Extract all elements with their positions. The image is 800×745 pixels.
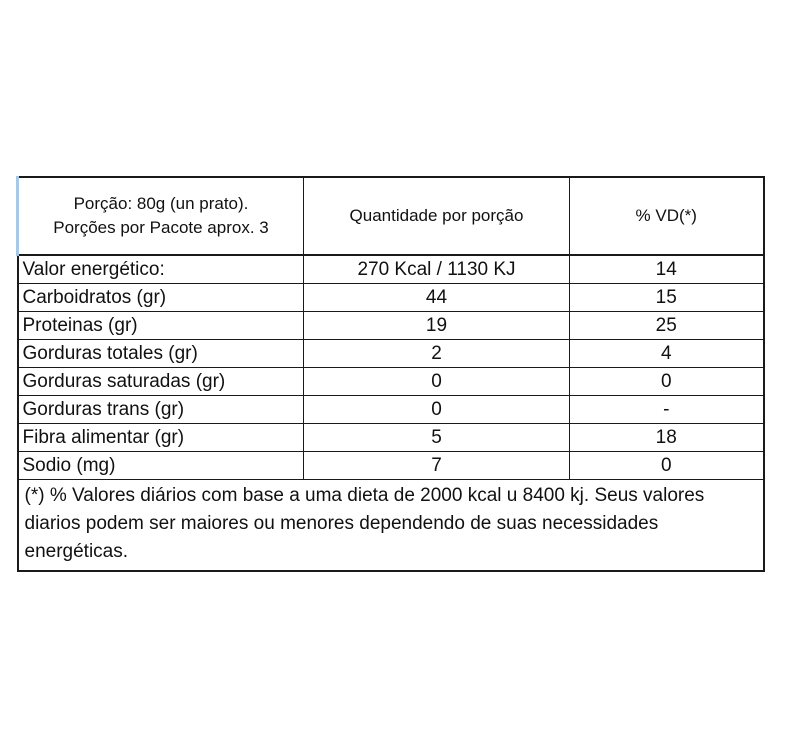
nutrient-daily-value: 4 xyxy=(570,340,764,368)
table-row xyxy=(18,340,764,368)
nutrient-name: Fibra alimentar (gr) xyxy=(18,424,304,452)
nutrient-name: Carboidratos (gr) xyxy=(18,284,304,312)
portion-info-cell xyxy=(18,177,304,255)
nutrient-amount: 44 xyxy=(304,284,570,312)
footnote-row xyxy=(18,480,764,572)
daily-value-footnote: (*) % Valores diários com base a uma dieta de 2000 kcal u 8400 kj. Seus valores diarios podem ser maiores ou menores dependendo de suas necessidades energéticas. xyxy=(18,480,764,572)
nutrient-name: Sodio (mg) xyxy=(18,452,304,480)
nutrient-amount: 0 xyxy=(304,368,570,396)
nutrient-daily-value: 25 xyxy=(570,312,764,340)
nutrient-name: Proteinas (gr) xyxy=(18,312,304,340)
nutrient-daily-value: - xyxy=(570,396,764,424)
table-row xyxy=(18,452,764,480)
nutrient-name: Gorduras totales (gr) xyxy=(18,340,304,368)
nutrient-daily-value: 14 xyxy=(570,255,764,284)
daily-value-header: % VD(*) xyxy=(570,177,764,255)
table-row xyxy=(18,396,764,424)
table-row xyxy=(18,424,764,452)
nutrient-amount: 0 xyxy=(304,396,570,424)
quantity-header: Quantidade por porção xyxy=(304,177,570,255)
portion-size-text: Porção: 80g (un prato). xyxy=(73,194,249,213)
nutrient-amount: 19 xyxy=(304,312,570,340)
nutrient-daily-value: 18 xyxy=(570,424,764,452)
table-header-row xyxy=(18,177,764,255)
nutrient-name: Valor energético: xyxy=(18,255,304,284)
table-row xyxy=(18,312,764,340)
nutrient-amount: 2 xyxy=(304,340,570,368)
nutrient-name: Gorduras saturadas (gr) xyxy=(18,368,304,396)
nutrition-facts-table xyxy=(16,176,765,572)
nutrient-daily-value: 0 xyxy=(570,452,764,480)
nutrient-daily-value: 0 xyxy=(570,368,764,396)
nutrient-amount: 7 xyxy=(304,452,570,480)
table-row xyxy=(18,255,764,284)
portions-per-package-text: Porções por Pacote aprox. 3 xyxy=(53,218,269,237)
nutrient-amount: 270 Kcal / 1130 KJ xyxy=(304,255,570,284)
table-row xyxy=(18,368,764,396)
nutrient-name: Gorduras trans (gr) xyxy=(18,396,304,424)
nutrient-amount: 5 xyxy=(304,424,570,452)
table-row xyxy=(18,284,764,312)
nutrient-daily-value: 15 xyxy=(570,284,764,312)
